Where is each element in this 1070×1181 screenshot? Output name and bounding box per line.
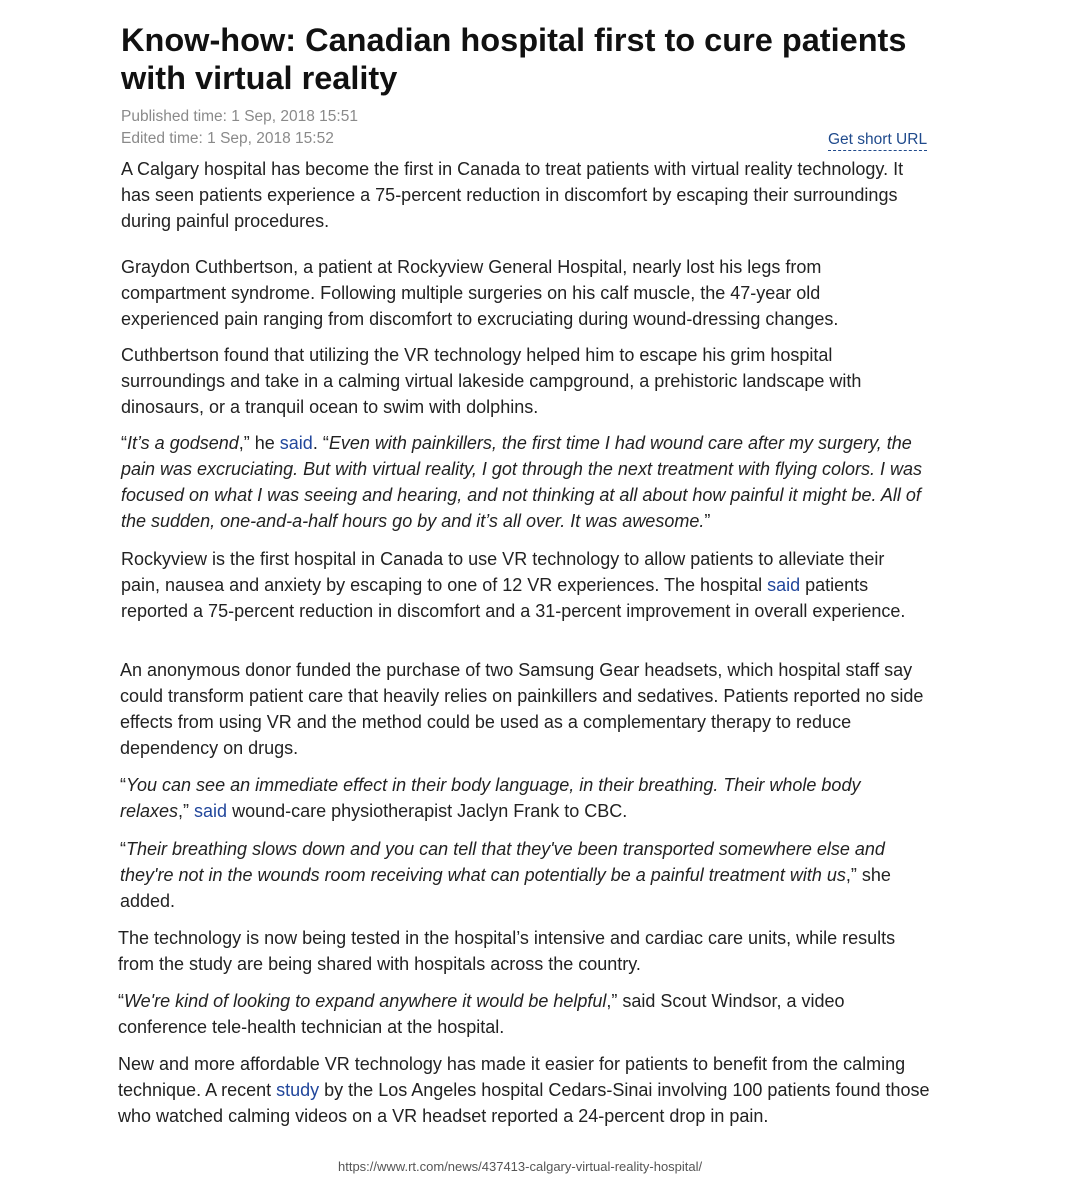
- paragraph-affordable-vr: [118, 1051, 933, 1129]
- paragraph-patient: Graydon Cuthbertson, a patient at Rockyview General Hospital, nearly lost his legs from compartment syndrome. Following multiple surgeries on his calf muscle, the 47-year old experienced pain ranging from discomfort to excruciating during wound-dressing changes.: [121, 257, 839, 329]
- p10-quote-open: “: [118, 991, 124, 1011]
- p8-quote: Their breathing slows down and you can tell that they've been transported somewhere else and they're not in the wounds room receiving what can potentially be a painful treatment with us: [120, 839, 885, 885]
- quote-open: “: [121, 433, 127, 453]
- p5-text-after: patients reported a 75-percent reduction in discomfort and a 31-percent improvement in overall experience.: [121, 575, 906, 621]
- said-link-1[interactable]: said: [279, 433, 313, 453]
- paragraph-expand-quote: [118, 988, 908, 1040]
- get-short-url-link[interactable]: Get short URL: [828, 130, 927, 151]
- said-link-2[interactable]: said: [767, 575, 801, 595]
- paragraph-breathing-quote: [120, 836, 932, 914]
- p5-text-before: Rockyview is the first hospital in Canada to use VR technology to allow patients to alleviate their pain, nausea and anxiety by escaping to one of 12 VR experiences. The hospital: [121, 549, 885, 595]
- p10-text-after: ,” said Scout Windsor, a video conference tele-health technician at the hospital.: [118, 991, 845, 1037]
- paragraph-testing: The technology is now being tested in the hospital’s intensive and cardiac care units, while results from the study are being shared with hospitals across the country.: [118, 928, 896, 974]
- paragraph-intro: A Calgary hospital has become the first in Canada to treat patients with virtual reality technology. It has seen patients experience a 75-percent reduction in discomfort by escaping their surroundings during painful procedures.: [121, 159, 904, 231]
- quote-attribution: ,” he: [238, 433, 280, 453]
- study-link[interactable]: study: [276, 1080, 320, 1100]
- said-link-3[interactable]: said: [194, 801, 228, 821]
- p7-quote-mid: ,”: [178, 801, 195, 821]
- p7-quote: You can see an immediate effect in their body language, in their breathing. Their whole body relaxes: [120, 775, 861, 821]
- p7-quote-open: “: [120, 775, 126, 795]
- paragraph-body-language-quote: [120, 772, 910, 824]
- paragraph-godsend-quote: [121, 430, 933, 534]
- p8-quote-open: “: [120, 839, 126, 859]
- quote-painkillers: Even with painkillers, the first time I had wound care after my surgery, the pain was excruciating. But with virtual reality, I got through the next treatment with flying colors. I was focused on what I was seeing and hearing, and not thinking at all about how painful it might be. All of the sudden, one-and-a-half hours go by and it’s all over. It was awesome.: [121, 433, 923, 531]
- source-url: https://www.rt.com/news/437413-calgary-virtual-reality-hospital/: [338, 1159, 703, 1174]
- article-title: Know-how: Canadian hospital first to cure patients with virtual reality: [121, 22, 907, 96]
- p11-text-before: New and more affordable VR technology has made it easier for patients to benefit from the calming technique. A recent: [118, 1054, 906, 1100]
- published-time: Published time: 1 Sep, 2018 15:51: [121, 108, 358, 125]
- p7-text-after: wound-care physiotherapist Jaclyn Frank to CBC.: [227, 801, 628, 821]
- quote-close: ”: [704, 511, 711, 531]
- p10-quote: We're kind of looking to expand anywhere it would be helpful: [124, 991, 607, 1011]
- edited-time: Edited time: 1 Sep, 2018 15:52: [121, 130, 334, 147]
- quote-godsend: It’s a godsend: [127, 433, 239, 453]
- paragraph-first-hospital: [121, 546, 911, 624]
- p8-text-after: ,” she added.: [120, 865, 891, 911]
- p11-text-after: by the Los Angeles hospital Cedars-Sinai involving 100 patients found those who watched calming videos on a VR headset reported a 24-percent drop in pain.: [118, 1080, 930, 1126]
- paragraph-donor: An anonymous donor funded the purchase of two Samsung Gear headsets, which hospital staff say could transform patient care that heavily relies on painkillers and sedatives. Patients reported no side effects from using VR and the method could be used as a complementary therapy to reduce dependency on drugs.: [120, 660, 924, 758]
- paragraph-vr-escape: Cuthbertson found that utilizing the VR technology helped him to escape his grim hospital surroundings and take in a calming virtual lakeside campground, a prehistoric landscape with dinosaurs, or a tranquil ocean to swim with dolphins.: [121, 345, 862, 417]
- quote-connector: . “: [312, 433, 329, 453]
